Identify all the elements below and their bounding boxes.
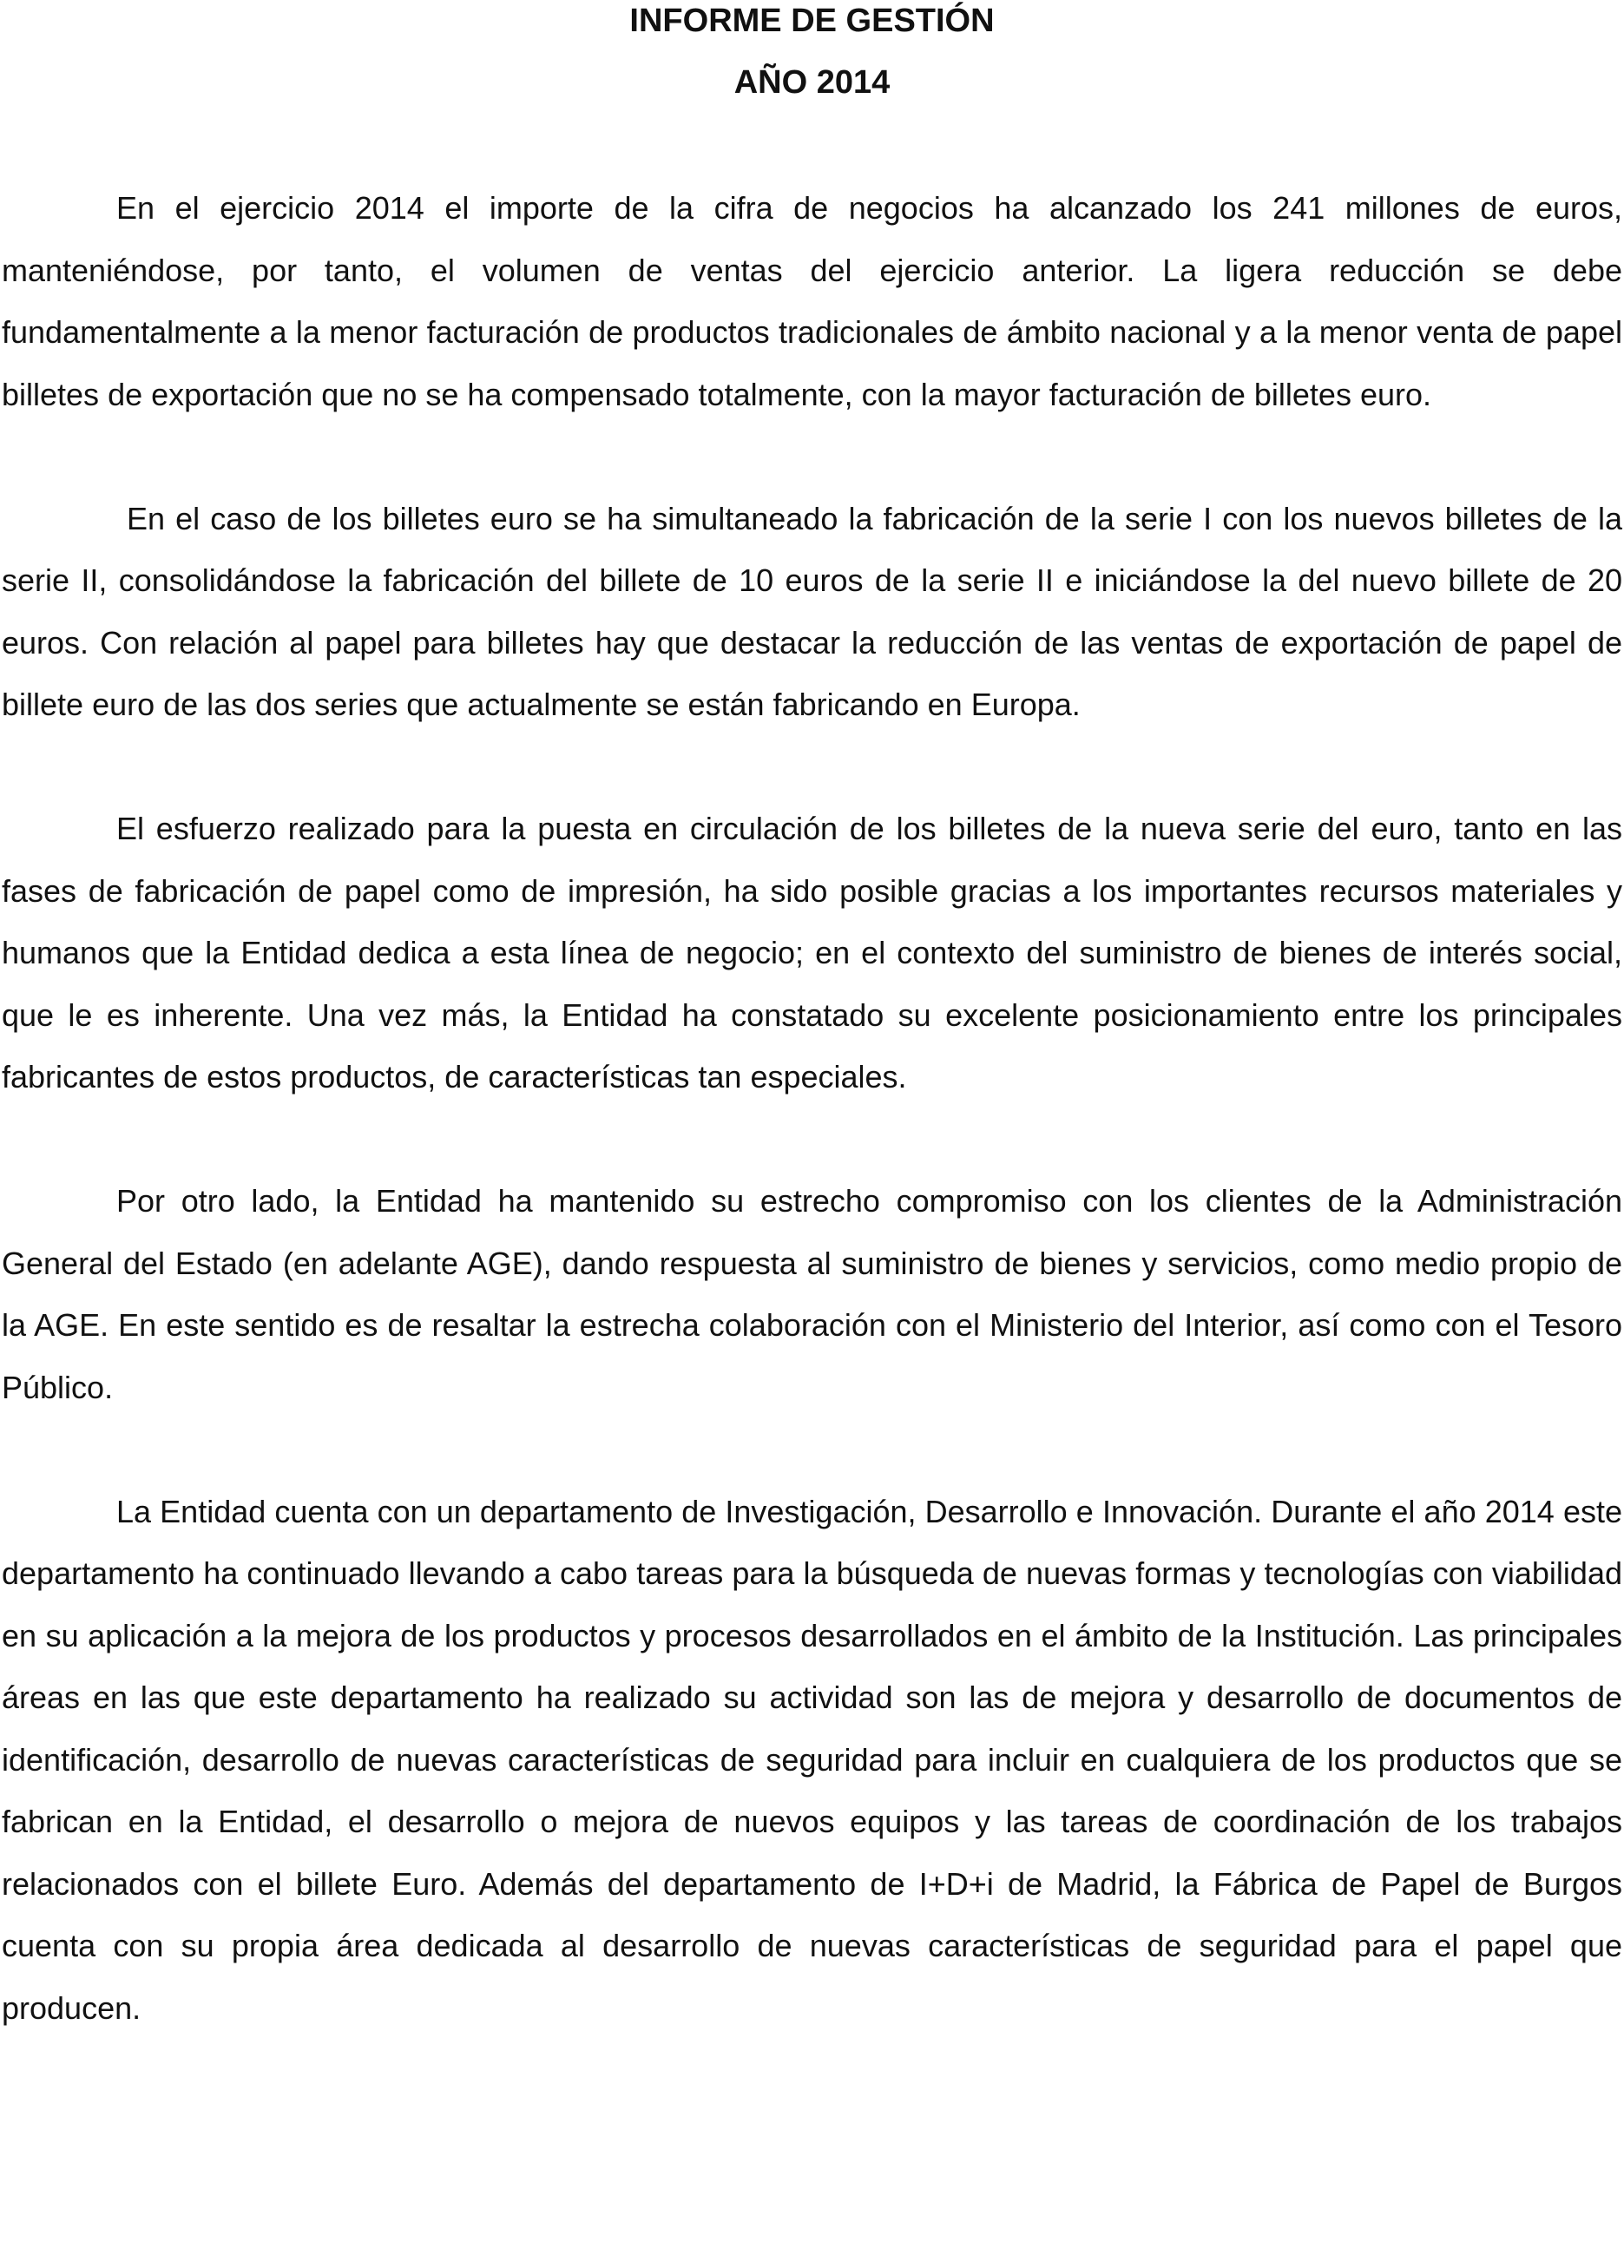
document-subtitle: AÑO 2014	[733, 64, 891, 101]
paragraph-idi: La Entidad cuenta con un departamento de Investigación, Desarrollo e Innovación. Durante el año 2014 este departamento ha continuado llevando a cabo tareas para la búsqueda de nuevas formas y tecnologías con viabilidad en su aplicación a la mejora de los productos y procesos desarrollados en el ámbito de la Institución. Las principales áreas en las que este departamento ha realizado su actividad son las de mejora y desarrollo de documentos de identificación, desarrollo de nuevas características de seguridad para incluir en cualquiera de los productos que se fabrican en la Entidad, el desarrollo o mejora de nuevos equipos y las tareas de coordinación de los trabajos relacionados con el billete Euro. Además del departamento de I+D+i de Madrid, la Fábrica de Papel de Burgos cuenta con su propia área dedicada al desarrollo de nuevas características de seguridad para el papel que producen.	[2, 1493, 1622, 2026]
paragraph-billetes-euro: En el caso de los billetes euro se ha simultaneado la fabricación de la serie I con los nuevos billetes de la serie II, consolidándose la fabricación del billete de 10 euros de la serie II e iniciándose la del nuevo billete de 20 euros. Con relación al papel para billetes hay que destacar la reducción de las ventas de exportación de papel de billete euro de las dos series que actualmente se están fabricando en Europa.	[2, 500, 1622, 722]
document-body	[2, 177, 1622, 2039]
paragraph-age: Por otro lado, la Entidad ha mantenido su estrecho compromiso con los clientes de la Administración General del Estado (en adelante AGE), dando respuesta al suministro de bienes y servicios, como medio propio de la AGE. En este sentido es de resaltar la estrecha colaboración con el Ministerio del Interior, así como con el Tesoro Público.	[2, 1183, 1622, 1405]
paragraph-esfuerzo: El esfuerzo realizado para la puesta en circulación de los billetes de la nueva serie del euro, tanto en las fases de fabricación de papel como de impresión, ha sido posible gracias a los importantes recursos materiales y humanos que la Entidad dedica a esta línea de negocio; en el contexto del suministro de bienes de interés social, que le es inherente. Una vez más, la Entidad ha constatado su excelente posicionamiento entre los principales fabricantes de estos productos, de características tan especiales.	[2, 811, 1622, 1095]
paragraph-cifra-negocios: En el ejercicio 2014 el importe de la cifra de negocios ha alcanzado los 241 millones de euros, manteniéndose, por tanto, el volumen de ventas del ejercicio anterior. La ligera reducción se debe fundamentalmente a la menor facturación de productos tradicionales de ámbito nacional y a la menor venta de papel billetes de exportación que no se ha compensado totalmente, con la mayor facturación de billetes euro.	[2, 190, 1622, 412]
document-title: INFORME DE GESTIÓN	[629, 3, 995, 39]
